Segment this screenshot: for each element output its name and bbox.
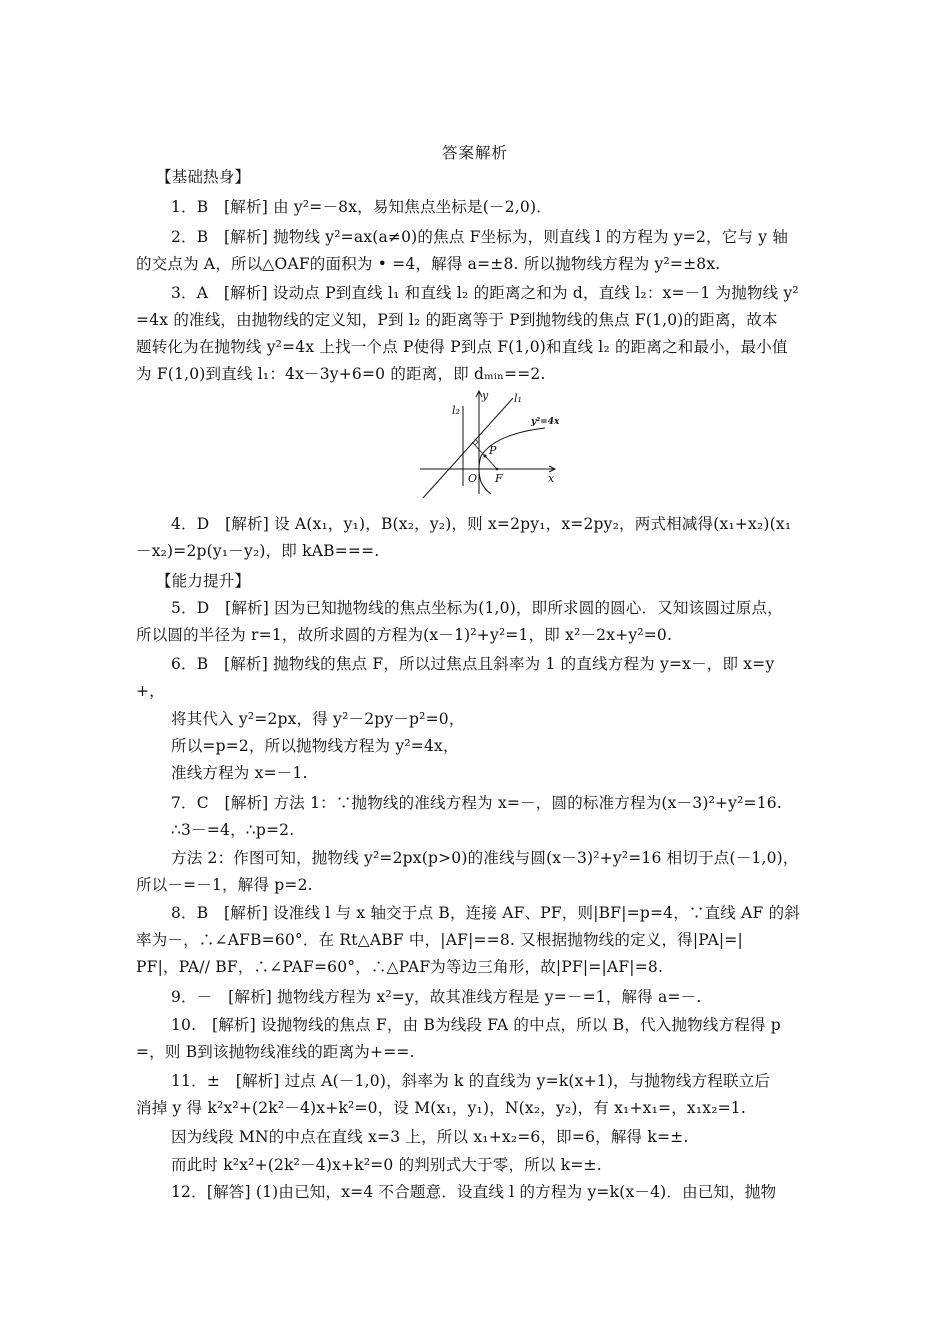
origin-label: O — [468, 472, 478, 485]
point-p-label: P — [489, 444, 497, 457]
text-line: －x₂)=2p(y₁－y₂)，即 kAB===. — [136, 542, 380, 560]
text-line: 所以=p=2，所以抛物线方程为 y²=4x， — [171, 737, 459, 755]
text-line: 11．± [解析] 过点 A(－1,0)，斜率为 k 的直线为 y=k(x+1)，与抛物线方程联立后 — [171, 1072, 771, 1090]
text-line: =4x 的准线，由抛物线的定义知，P到 l₂ 的距离等于 P到抛物线的焦点 F(1,0)的距离，故本 — [136, 311, 778, 329]
text-line: 率为－，∴∠AFB=60°．在 Rt△ABF 中，|AF|==8. 又根据抛物线的定义，得|PA|=| — [136, 931, 743, 949]
page-title: 答案解析 — [441, 144, 508, 162]
text-line: PF|，PA// BF，∴∠PAF=60°，∴△PAF为等边三角形，故|PF|=|AF|=8. — [136, 958, 664, 976]
text-line: 将其代入 y²=2px，得 y²－2py－p²=0， — [171, 710, 465, 728]
text-line: 而此时 k²x²+(2k²－4)x+k²=0 的判别式大于零，所以 k=±. — [171, 1156, 602, 1174]
text-line: 7．C [解析] 方法 1：∵抛物线的准线方程为 x=－，圆的标准方程为(x－3)²+y²=16. — [171, 794, 782, 812]
section-heading: 【能力提升】 — [156, 572, 251, 590]
text-line: 4．D [解析] 设 A(x₁，y₁)，B(x₂，y₂)，则 x=2py₁，x=2py₂，两式相减得(x₁+x₂)(x₁ — [171, 515, 792, 533]
text-line: 3．A [解析] 设动点 P到直线 l₁ 和直线 l₂ 的距离之和为 d，直线 l₂：x=－1 为抛物线 y² — [171, 284, 799, 302]
text-line: 2．B [解析] 抛物线 y²=ax(a≠0)的焦点 F坐标为，则直线 l 的方程为 y=2，它与 y 轴 — [171, 228, 789, 246]
text-line: ∴3－=4，∴p=2. — [171, 821, 295, 839]
text-line: 12．[解答] (1)由已知，x=4 不合题意．设直线 l 的方程为 y=k(x－4)．由已知，抛物 — [171, 1183, 777, 1201]
text-line: 9．－ [解析] 抛物线方程为 x²=y，故其准线方程是 y=－=1，解得 a=－. — [171, 988, 702, 1006]
text-line: +， — [136, 682, 165, 700]
text-line: 因为线段 MN的中点在直线 x=3 上，所以 x₁+x₂=6，即=6，解得 k=±. — [171, 1128, 689, 1146]
y-axis-label: y — [482, 389, 489, 402]
text-line: 5．D [解析] 因为已知抛物线的焦点坐标为(1,0)，即所求圆的圆心．又知该圆过原点， — [171, 599, 783, 617]
text-line: 准线方程为 x=－1. — [171, 764, 308, 782]
l2-label: l₂ — [452, 404, 460, 417]
text-line: 10. [解析] 设抛物线的焦点 F，由 B为线段 FA 的中点，所以 B，代入抛物线方程得 p — [171, 1016, 781, 1034]
text-line: =，则 B到该抛物线准线的距离为+==. — [136, 1043, 415, 1061]
l1-label: l₁ — [514, 392, 522, 405]
text-line: 所以－=－1，解得 p=2. — [136, 876, 313, 894]
text-line: 所以圆的半径为 r=1，故所求圆的方程为(x－1)²+y²=1，即 x²－2x+y²=0. — [136, 626, 673, 644]
text-line: 的交点为 A，所以△OAF的面积为 • =4，解得 a=±8. 所以抛物线方程为 y²=±8x. — [136, 255, 721, 273]
x-axis-label: x — [548, 472, 555, 485]
text-line: 题转化为在抛物线 y²=4x 上找一个点 P使得 P到点 F(1,0)和直线 l₂ 的距离之和最小，最小值 — [136, 338, 788, 356]
text-line: 6．B [解析] 抛物线的焦点 F，所以过焦点且斜率为 1 的直线方程为 y=x－，即 x=y — [171, 655, 775, 673]
text-line: 1．B [解析] 由 y²=－8x，易知焦点坐标是(－2,0)． — [171, 198, 552, 216]
section-heading: 【基础热身】 — [156, 168, 251, 186]
parabola-diagram — [415, 386, 565, 498]
text-line: 为 F(1,0)到直线 l₁：4x－3y+6=0 的距离，即 dₘᵢₙ==2. — [136, 365, 546, 383]
text-line: 8．B [解析] 设准线 l 与 x 轴交于点 B，连接 AF、PF，则|BF|=p=4，∵直线 AF 的斜 — [171, 904, 801, 922]
text-line: 方法 2：作图可知，抛物线 y²=2px(p>0)的准线与圆(x－3)²+y²=16 相切于点(－1,0)， — [171, 849, 799, 867]
text-line: 消掉 y 得 k²x²+(2k²－4)x+k²=0，设 M(x₁，y₁)，N(x₂，y₂)，有 x₁+x₁=，x₁x₂=1. — [136, 1099, 746, 1117]
parabola-figure — [415, 386, 565, 498]
curve-label: y²=4x — [531, 417, 560, 427]
focus-label: F — [495, 472, 503, 485]
